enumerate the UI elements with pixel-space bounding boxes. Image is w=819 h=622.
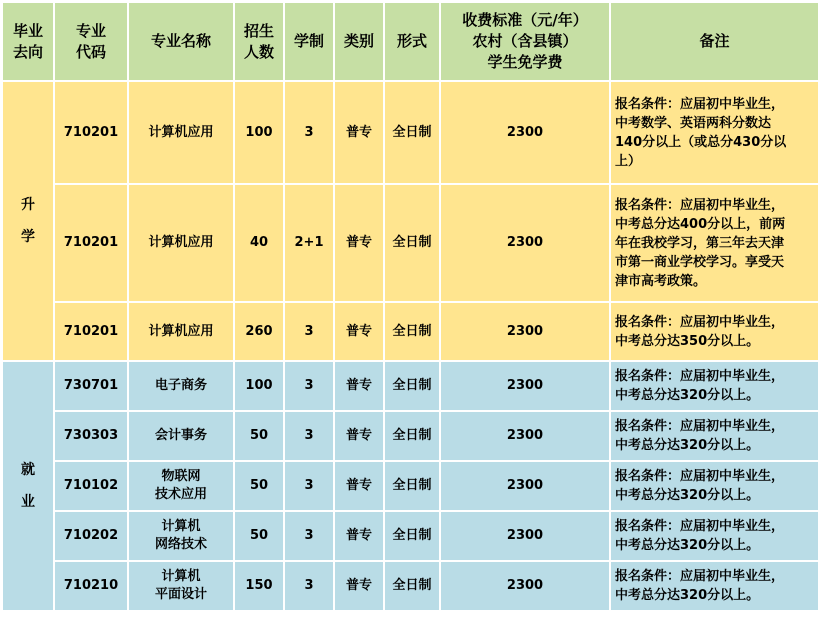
major-name: 计算机 平面设计 xyxy=(128,561,234,611)
study-form: 全日制 xyxy=(384,561,440,611)
study-years: 3 xyxy=(284,302,334,361)
category: 普专 xyxy=(334,361,384,411)
study-years: 3 xyxy=(284,411,334,461)
major-code: 710210 xyxy=(54,561,128,611)
enroll-count: 50 xyxy=(234,411,284,461)
study-years: 3 xyxy=(284,81,334,184)
table-row xyxy=(2,511,819,561)
category: 普专 xyxy=(334,302,384,361)
header-row xyxy=(2,2,819,81)
study-form: 全日制 xyxy=(384,81,440,184)
group-label: 就 业 xyxy=(2,361,54,611)
category: 普专 xyxy=(334,511,384,561)
major-name: 会计事务 xyxy=(128,411,234,461)
table-row xyxy=(2,561,819,611)
header-form: 形式 xyxy=(384,2,440,81)
major-name: 计算机 网络技术 xyxy=(128,511,234,561)
major-name: 电子商务 xyxy=(128,361,234,411)
table-row xyxy=(2,81,819,184)
header-years: 学制 xyxy=(284,2,334,81)
major-name: 物联网 技术应用 xyxy=(128,461,234,511)
fee: 2300 xyxy=(440,461,610,511)
enroll-count: 50 xyxy=(234,511,284,561)
enroll-count: 40 xyxy=(234,184,284,302)
fee: 2300 xyxy=(440,411,610,461)
major-code: 710201 xyxy=(54,81,128,184)
enrollment-table xyxy=(1,1,819,612)
table-row xyxy=(2,302,819,361)
study-years: 3 xyxy=(284,561,334,611)
group-label: 升 学 xyxy=(2,81,54,361)
table-row xyxy=(2,361,819,411)
remark: 报名条件：应届初中毕业生， 中考总分达350分以上。 xyxy=(610,302,819,361)
header-fee: 收费标准（元/年） 农村（含县镇） 学生免学费 xyxy=(440,2,610,81)
fee: 2300 xyxy=(440,184,610,302)
enroll-count: 50 xyxy=(234,461,284,511)
category: 普专 xyxy=(334,461,384,511)
table-row xyxy=(2,411,819,461)
category: 普专 xyxy=(334,411,384,461)
fee: 2300 xyxy=(440,81,610,184)
enroll-count: 100 xyxy=(234,361,284,411)
remark: 报名条件：应届初中毕业生， 中考总分达320分以上。 xyxy=(610,511,819,561)
study-form: 全日制 xyxy=(384,511,440,561)
study-form: 全日制 xyxy=(384,361,440,411)
major-name: 计算机应用 xyxy=(128,81,234,184)
major-name: 计算机应用 xyxy=(128,302,234,361)
major-code: 710201 xyxy=(54,184,128,302)
enroll-count: 100 xyxy=(234,81,284,184)
study-years: 3 xyxy=(284,361,334,411)
header-category: 类别 xyxy=(334,2,384,81)
major-name: 计算机应用 xyxy=(128,184,234,302)
header-destination: 毕业 去向 xyxy=(2,2,54,81)
study-form: 全日制 xyxy=(384,302,440,361)
major-code: 710202 xyxy=(54,511,128,561)
remark: 报名条件：应届初中毕业生， 中考总分达400分以上，前两 年在我校学习，第三年去天津 市第一商业学校学习。享受天 津市高考政策。 xyxy=(610,184,819,302)
fee: 2300 xyxy=(440,511,610,561)
major-code: 730303 xyxy=(54,411,128,461)
remark: 报名条件：应届初中毕业生， 中考总分达320分以上。 xyxy=(610,461,819,511)
table-row xyxy=(2,461,819,511)
major-code: 710102 xyxy=(54,461,128,511)
category: 普专 xyxy=(334,81,384,184)
header-remark: 备注 xyxy=(610,2,819,81)
header-enroll: 招生 人数 xyxy=(234,2,284,81)
remark: 报名条件：应届初中毕业生， 中考总分达320分以上。 xyxy=(610,561,819,611)
category: 普专 xyxy=(334,184,384,302)
study-form: 全日制 xyxy=(384,184,440,302)
major-code: 730701 xyxy=(54,361,128,411)
enroll-count: 260 xyxy=(234,302,284,361)
header-code: 专业 代码 xyxy=(54,2,128,81)
study-form: 全日制 xyxy=(384,411,440,461)
study-years: 3 xyxy=(284,511,334,561)
fee: 2300 xyxy=(440,361,610,411)
study-form: 全日制 xyxy=(384,461,440,511)
remark: 报名条件：应届初中毕业生， 中考数学、英语两科分数达 140分以上（或总分430分以 上） xyxy=(610,81,819,184)
table-row xyxy=(2,184,819,302)
header-name: 专业名称 xyxy=(128,2,234,81)
fee: 2300 xyxy=(440,561,610,611)
study-years: 2+1 xyxy=(284,184,334,302)
fee: 2300 xyxy=(440,302,610,361)
remark: 报名条件：应届初中毕业生， 中考总分达320分以上。 xyxy=(610,361,819,411)
enroll-count: 150 xyxy=(234,561,284,611)
category: 普专 xyxy=(334,561,384,611)
remark: 报名条件：应届初中毕业生， 中考总分达320分以上。 xyxy=(610,411,819,461)
major-code: 710201 xyxy=(54,302,128,361)
study-years: 3 xyxy=(284,461,334,511)
